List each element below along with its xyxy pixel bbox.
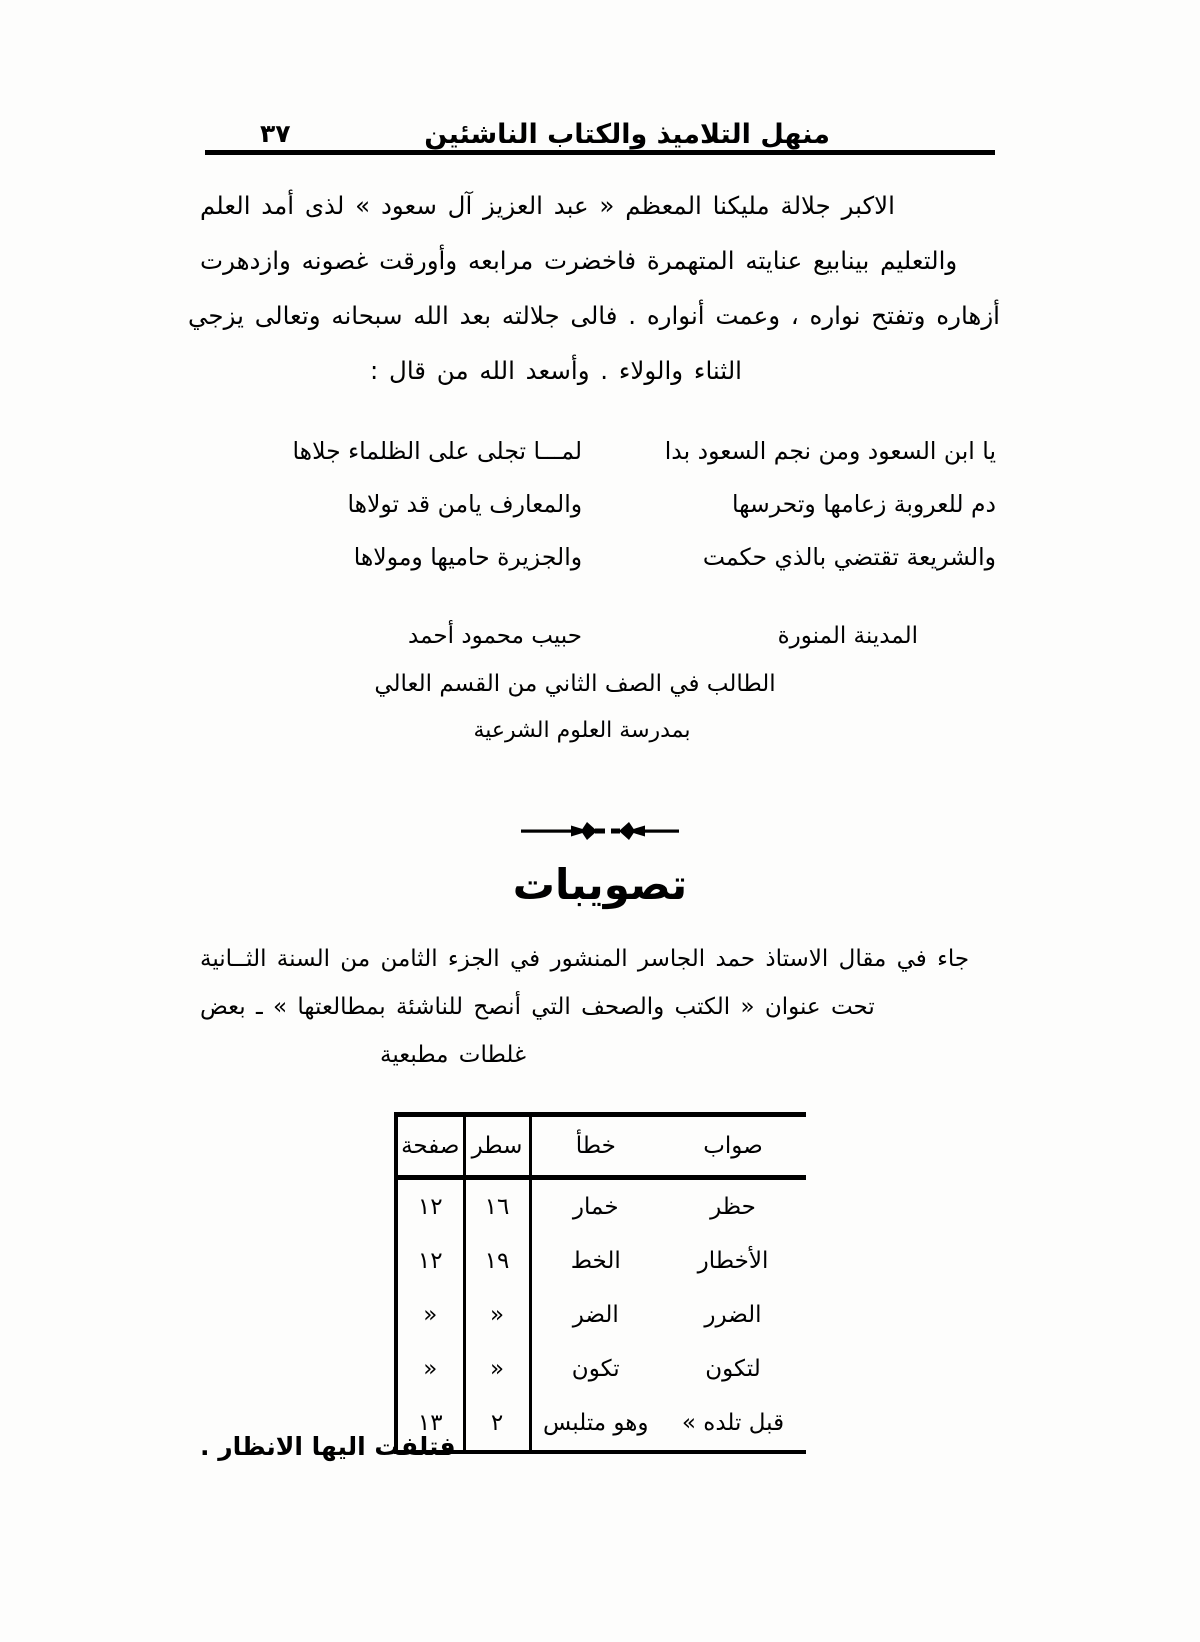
errata-header-row: [396, 1115, 806, 1178]
errata-header-correct: صواب: [660, 1115, 806, 1178]
errata-cell-page: «: [396, 1288, 464, 1342]
errata-cell-line: «: [464, 1288, 530, 1342]
table-row: [396, 1288, 806, 1342]
running-head: [200, 92, 1000, 148]
errata-table: [394, 1112, 806, 1454]
corrections-note-line: غلطات مطبعية: [380, 1042, 526, 1068]
article-body: [188, 178, 1000, 398]
signature-place: المدينة المنورة: [777, 623, 918, 649]
signature-school: بمدرسة العلوم الشرعية: [473, 718, 691, 743]
arrow-divider-ornament: [0, 818, 1200, 844]
errata-cell-correct: قبل تلده »: [660, 1396, 806, 1452]
verse-hemistich-first: يا ابن السعود ومن نجم السعود بدا: [664, 437, 996, 465]
closing-line: فتلفت اليها الانظار .: [200, 1432, 456, 1461]
errata-cell-correct: الضرر: [704, 1302, 762, 1328]
corrections-note-line: تحت عنوان « الكتب والصحف التي أنصح للناشئة بمطالعتها » ـ بعض: [200, 994, 875, 1020]
errata-cell-line: «: [464, 1342, 530, 1396]
verse-hemistich-second: والمعارف يامن قد تولاها: [347, 490, 583, 518]
verse-hemistich-second: والجزيرة حاميها ومولاها: [353, 543, 583, 571]
errata-cell-page: «: [396, 1342, 464, 1396]
errata-cell-correct: الأخطار: [697, 1248, 769, 1274]
page-number: ٣٧: [260, 119, 291, 148]
errata-cell-line: ١٩: [464, 1234, 530, 1288]
errata-cell-page: ١٢: [396, 1234, 464, 1288]
errata-header-line: سطر: [464, 1115, 530, 1178]
table-row: [396, 1234, 806, 1288]
errata-cell-line: ١٦: [464, 1178, 530, 1235]
verse-hemistich-first: دم للعروبة زعامها وتحرسها: [732, 490, 996, 518]
table-row: [396, 1342, 806, 1396]
signature-role: الطالب في الصف الثاني من القسم العالي: [374, 671, 776, 697]
errata-table-container: [0, 1112, 1200, 1454]
signature-block: [200, 612, 1000, 754]
verse-hemistich-second: لمـــا تجلى على الظلماء جلاها: [292, 437, 583, 465]
errata-header-page: صفحة: [396, 1115, 464, 1178]
errata-cell-error: الضر: [530, 1288, 660, 1342]
errata-cell-error: خمار: [530, 1178, 660, 1235]
journal-title: منهل التلاميذ والكتاب الناشئين: [424, 119, 830, 150]
verse-line: [200, 425, 1000, 478]
poem: [200, 425, 1000, 584]
errata-cell-line: ٢: [464, 1396, 530, 1452]
article-line: الاكبر جلالة مليكنا المعظم « عبد العزيز آل سعود » لذى أمد العلم: [200, 191, 895, 220]
errata-cell-page: ١٢: [396, 1178, 464, 1235]
errata-cell-error: الخط: [530, 1234, 660, 1288]
errata-cell-error: وهو متلبس: [530, 1396, 660, 1452]
corrections-note-line: جاء في مقال الاستاذ حمد الجاسر المنشور في الجزء الثامن من السنة الثــانية: [200, 946, 970, 972]
errata-cell-correct: لتكون: [705, 1356, 761, 1382]
verse-hemistich-first: والشريعة تقتضي بالذي حكمت: [702, 543, 996, 571]
verse-line: [200, 531, 1000, 584]
article-line: الثناء والولاء . وأسعد الله من قال :: [370, 356, 742, 385]
signature-author: حبيب محمود أحمد: [408, 623, 582, 649]
corrections-note: [200, 935, 1000, 1079]
article-line: والتعليم بينابيع عنايته المتهمرة فاخضرت مرابعه وأورقت غصونه وازدهرت: [200, 246, 958, 275]
header-rule: [205, 150, 995, 155]
errata-cell-page: ١٣: [396, 1396, 464, 1452]
article-line: أزهاره وتفتح نواره ، وعمت أنواره . فالى جلالته بعد الله سبحانه وتعالى يزجي: [188, 301, 1000, 330]
errata-header-error: خطأ: [530, 1115, 660, 1178]
verse-line: [200, 478, 1000, 531]
errata-cell-correct: حظر: [710, 1194, 756, 1220]
section-heading-corrections: تصويبات: [512, 860, 688, 909]
errata-cell-error: تكون: [530, 1342, 660, 1396]
table-row: [396, 1178, 806, 1235]
